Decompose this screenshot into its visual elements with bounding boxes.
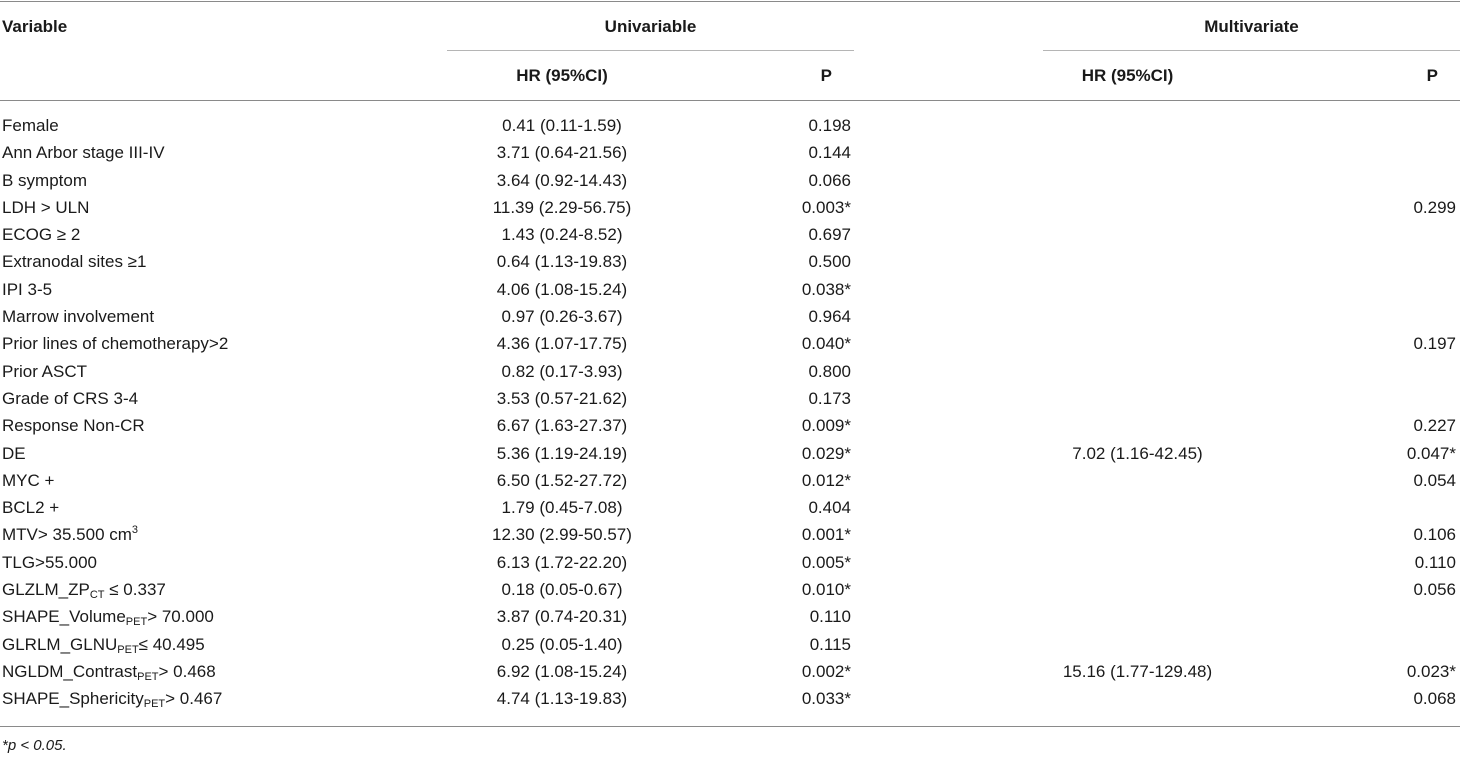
multi-p-cell: 0.068: [1413, 689, 1456, 709]
variable-label: MYC +: [2, 470, 55, 490]
header-multivariate: Multivariate: [1204, 17, 1299, 36]
variable-label: B symptom: [2, 170, 88, 190]
variable-cell: [2, 470, 54, 492]
variable-threshold: ≤ 0.337: [104, 580, 166, 600]
uni-p-cell: 0.001*: [801, 525, 851, 545]
variable-threshold: > 0.467: [165, 689, 223, 709]
table-row: [0, 552, 1460, 579]
variable-label: Grade of CRS 3-4: [2, 388, 139, 408]
variable-cell: [2, 142, 165, 164]
uni-hr-cell: 0.18 (0.05-0.67): [501, 580, 623, 600]
variable-label: ECOG ≥ 2: [2, 225, 81, 245]
table-row: [0, 688, 1460, 715]
table-row: [0, 497, 1460, 524]
variable-label: MTV> 35.500 cm: [2, 525, 132, 545]
table-body: [0, 115, 1460, 716]
uni-p-cell: 0.115: [809, 634, 851, 654]
multi-p-cell: 0.056: [1413, 580, 1456, 600]
uni-hr-cell: 6.92 (1.08-15.24): [496, 661, 628, 681]
multivariate-group-rule: [1043, 50, 1460, 51]
uni-hr-cell: 0.82 (0.17-3.93): [501, 361, 623, 381]
table-row: [0, 443, 1460, 470]
table-row: [0, 224, 1460, 251]
uni-hr-cell: 6.67 (1.63-27.37): [496, 416, 628, 436]
header-bottom-rule: [0, 100, 1460, 101]
uni-p-cell: 0.033*: [801, 689, 851, 709]
uni-p-cell: 0.144: [808, 143, 851, 163]
variable-label: Female: [2, 116, 59, 135]
table-bottom-rule: [0, 726, 1460, 727]
uni-hr-cell: 4.74 (1.13-19.83): [496, 689, 628, 709]
variable-threshold: ≤ 40.495: [138, 634, 205, 654]
header-uni-p: P: [820, 66, 832, 85]
uni-p-cell: 0.697: [808, 225, 851, 245]
uni-hr-cell: 0.41 (0.11-1.59): [502, 116, 622, 135]
uni-p-cell: 0.800: [808, 361, 851, 381]
variable-label: TLG>55.000: [2, 552, 97, 572]
variable-label: DE: [2, 443, 26, 463]
variable-subscript: CT: [89, 589, 105, 602]
uni-hr-cell: 6.13 (1.72-22.20): [496, 552, 628, 572]
uni-hr-cell: 12.30 (2.99-50.57): [492, 525, 632, 545]
uni-hr-cell: 4.06 (1.08-15.24): [496, 279, 628, 299]
variable-cell: [2, 579, 166, 601]
uni-p-cell: 0.012*: [801, 470, 851, 490]
variable-label: GLRLM_GLNU: [2, 634, 118, 654]
uni-p-cell: 0.404: [808, 498, 851, 518]
variable-cell: [2, 443, 26, 465]
table-row: [0, 634, 1460, 661]
table-row: [0, 388, 1460, 415]
variable-threshold: > 70.000: [147, 607, 214, 627]
uni-hr-cell: 6.50 (1.52-27.72): [496, 470, 628, 490]
uni-p-cell: 0.010*: [801, 580, 851, 600]
variable-cell: [2, 224, 80, 246]
variable-label: Ann Arbor stage III-IV: [2, 143, 165, 163]
table-row: [0, 361, 1460, 388]
uni-p-cell: 0.009*: [801, 416, 851, 436]
uni-p-cell: 0.110: [809, 607, 851, 627]
variable-cell: [2, 606, 214, 628]
table-row: [0, 279, 1460, 306]
uni-hr-cell: 3.53 (0.57-21.62): [496, 388, 628, 408]
variable-label: Prior ASCT: [2, 361, 88, 381]
header-variable: Variable: [2, 17, 68, 36]
uni-p-cell: 0.003*: [801, 197, 851, 217]
variable-label: LDH > ULN: [2, 197, 90, 217]
uni-hr-cell: 3.64 (0.92-14.43): [496, 170, 628, 190]
variable-label: NGLDM_Contrast: [2, 661, 138, 681]
multi-p-cell: 0.227: [1413, 416, 1456, 436]
multi-p-cell: 0.299: [1413, 197, 1456, 217]
table-row: [0, 524, 1460, 551]
multi-p-cell: 0.054: [1413, 470, 1456, 490]
uni-hr-cell: 0.25 (0.05-1.40): [501, 634, 623, 654]
variable-label: Response Non-CR: [2, 416, 145, 436]
multi-p-cell: 0.106: [1413, 525, 1456, 545]
multi-p-cell: 0.197: [1413, 334, 1456, 354]
variable-label: Extranodal sites ≥1: [2, 252, 147, 272]
variable-label: BCL2 +: [2, 498, 60, 518]
table-row: [0, 115, 1460, 142]
uni-hr-cell: 3.71 (0.64-21.56): [496, 143, 628, 163]
table-row: [0, 333, 1460, 360]
multi-hr-cell: 15.16 (1.77-129.48): [1062, 661, 1213, 681]
uni-p-cell: 0.173: [808, 388, 851, 408]
variable-subscript: PET: [137, 670, 159, 683]
variable-label: GLZLM_ZP: [2, 580, 90, 600]
variable-subscript: PET: [125, 616, 148, 629]
variable-cell: [2, 634, 205, 656]
uni-p-cell: 0.040*: [801, 334, 851, 354]
uni-hr-cell: 4.36 (1.07-17.75): [496, 334, 628, 354]
variable-cell: [2, 115, 59, 137]
uni-p-cell: 0.038*: [801, 279, 851, 299]
uni-p-cell: 0.198: [808, 116, 851, 135]
header-univariable: Univariable: [604, 17, 697, 36]
uni-hr-cell: 0.64 (1.13-19.83): [496, 252, 628, 272]
footnote: *p < 0.05.: [2, 737, 67, 754]
uni-hr-cell: 5.36 (1.19-24.19): [496, 443, 628, 463]
header-multi-p: P: [1426, 66, 1438, 85]
multi-p-cell: 0.110: [1414, 552, 1456, 572]
table-row: [0, 415, 1460, 442]
variable-cell: [2, 170, 87, 192]
table-row: [0, 306, 1460, 333]
variable-label: Marrow involvement: [2, 307, 155, 327]
variable-cell: [2, 552, 97, 574]
uni-p-cell: 0.500: [808, 252, 851, 272]
table-top-rule: [0, 1, 1460, 2]
variable-cell: [2, 524, 138, 546]
variable-cell: [2, 415, 145, 437]
variable-cell: [2, 688, 222, 710]
multi-hr-cell: 7.02 (1.16-42.45): [1072, 443, 1203, 463]
variable-cell: [2, 279, 52, 301]
table-row: [0, 197, 1460, 224]
table-row: [0, 661, 1460, 688]
uni-hr-cell: 3.87 (0.74-20.31): [496, 607, 628, 627]
table-row: [0, 579, 1460, 606]
uni-p-cell: 0.029*: [801, 443, 851, 463]
uni-p-cell: 0.964: [808, 307, 851, 327]
variable-label: Prior lines of chemotherapy>2: [2, 334, 229, 354]
variable-label: SHAPE_Sphericity: [2, 689, 144, 709]
variable-cell: [2, 306, 154, 328]
variable-label: SHAPE_Volume: [2, 607, 126, 627]
variable-cell: [2, 251, 146, 273]
table-row: [0, 251, 1460, 278]
variable-subscript: PET: [117, 643, 139, 656]
uni-p-cell: 0.002*: [801, 661, 851, 681]
uni-p-cell: 0.066: [808, 170, 851, 190]
variable-cell: [2, 197, 89, 219]
variable-cell: [2, 333, 228, 355]
variable-cell: [2, 388, 138, 410]
uni-hr-cell: 1.43 (0.24-8.52): [501, 225, 623, 245]
variable-cell: [2, 661, 216, 683]
variable-label: IPI 3-5: [2, 279, 53, 299]
multi-p-cell: 0.047*: [1406, 443, 1456, 463]
uni-hr-cell: 1.79 (0.45-7.08): [501, 498, 623, 518]
uni-hr-cell: 11.39 (2.29-56.75): [492, 197, 632, 217]
uni-p-cell: 0.005*: [801, 552, 851, 572]
table-row: [0, 606, 1460, 633]
variable-subscript: PET: [143, 698, 166, 711]
table-row: [0, 470, 1460, 497]
table-row: [0, 142, 1460, 169]
table-row: [0, 170, 1460, 197]
variable-cell: [2, 497, 59, 519]
variable-superscript: 3: [131, 524, 139, 537]
univariable-group-rule: [447, 50, 854, 51]
variable-threshold: > 0.468: [158, 661, 216, 681]
header-uni-hr: HR (95%CI): [516, 66, 608, 85]
variable-cell: [2, 361, 87, 383]
multi-p-cell: 0.023*: [1406, 661, 1456, 681]
header-multi-hr: HR (95%CI): [1081, 66, 1174, 85]
uni-hr-cell: 0.97 (0.26-3.67): [501, 307, 623, 327]
